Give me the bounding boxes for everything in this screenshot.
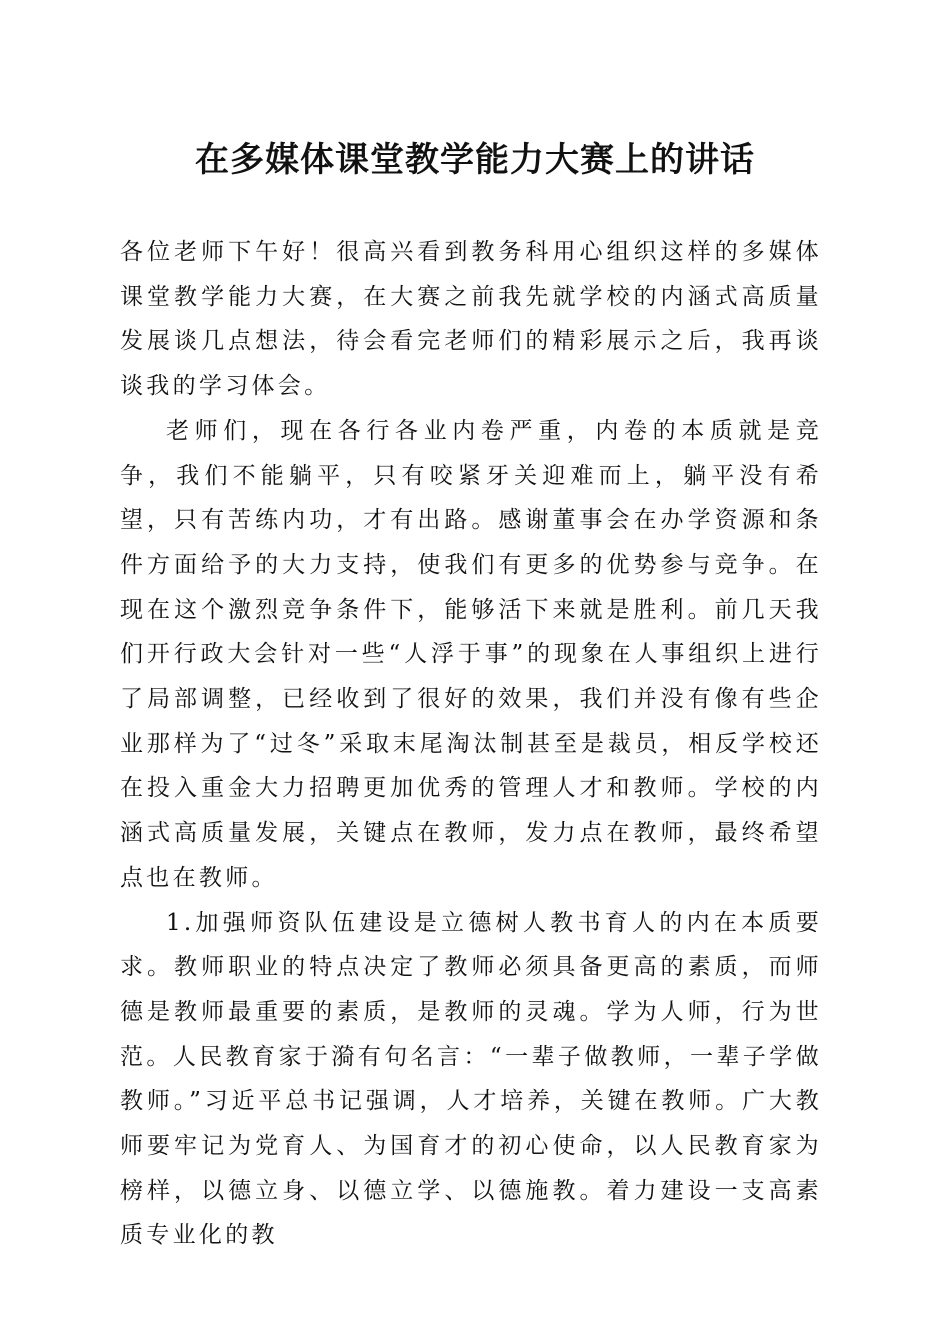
paragraph-teacher-team: 1.加强师资队伍建设是立德树人教书育人的内在本质要求。教师职业的特点决定了教师必须具备更高的素质，而师德是教师最重要的素质，是教师的灵魂。学为人师，行为世范。人民教育家于漪有句名言：“一辈子做教师，一辈子学做教师。”习近平总书记强调，人才培养，关键在教师。广大教师要牢记为党育人、为国育才的初心使命，以人民教育家为榜样，以德立身、以德立学、以德施教。着力建设一支高素质专业化的教 <box>120 909 822 1249</box>
paragraph-competition: 老师们，现在各行各业内卷严重，内卷的本质就是竞争，我们不能躺平，只有咬紧牙关迎难而上，躺平没有希望，只有苦练内功，才有出路。感谢董事会在办学资源和条件方面给予的大力支持，使我们有更多的优势参与竞争。在现在这个激烈竞争条件下，能够活下来就是胜利。前几天我们开行政大会针对一些“人浮于事”的现象在人事组织上进行了局部调整，已经收到了很好的效果，我们并没有像有些企业那样为了“过冬”采取末尾淘汰制甚至是裁员，相反学校还在投入重金大力招聘更加优秀的管理人才和教师。学校的内涵式高质量发展，关键点在教师，发力点在教师，最终希望点也在教师。 <box>120 417 822 891</box>
document-title: 在多媒体课堂教学能力大赛上的讲话 <box>195 140 755 180</box>
document-body <box>120 230 822 1258</box>
paragraph-greeting: 各位老师下午好！很高兴看到教务科用心组织这样的多媒体课堂教学能力大赛，在大赛之前我先就学校的内涵式高质量发展谈几点想法，待会看完老师们的精彩展示之后，我再谈谈我的学习体会。 <box>120 239 822 400</box>
